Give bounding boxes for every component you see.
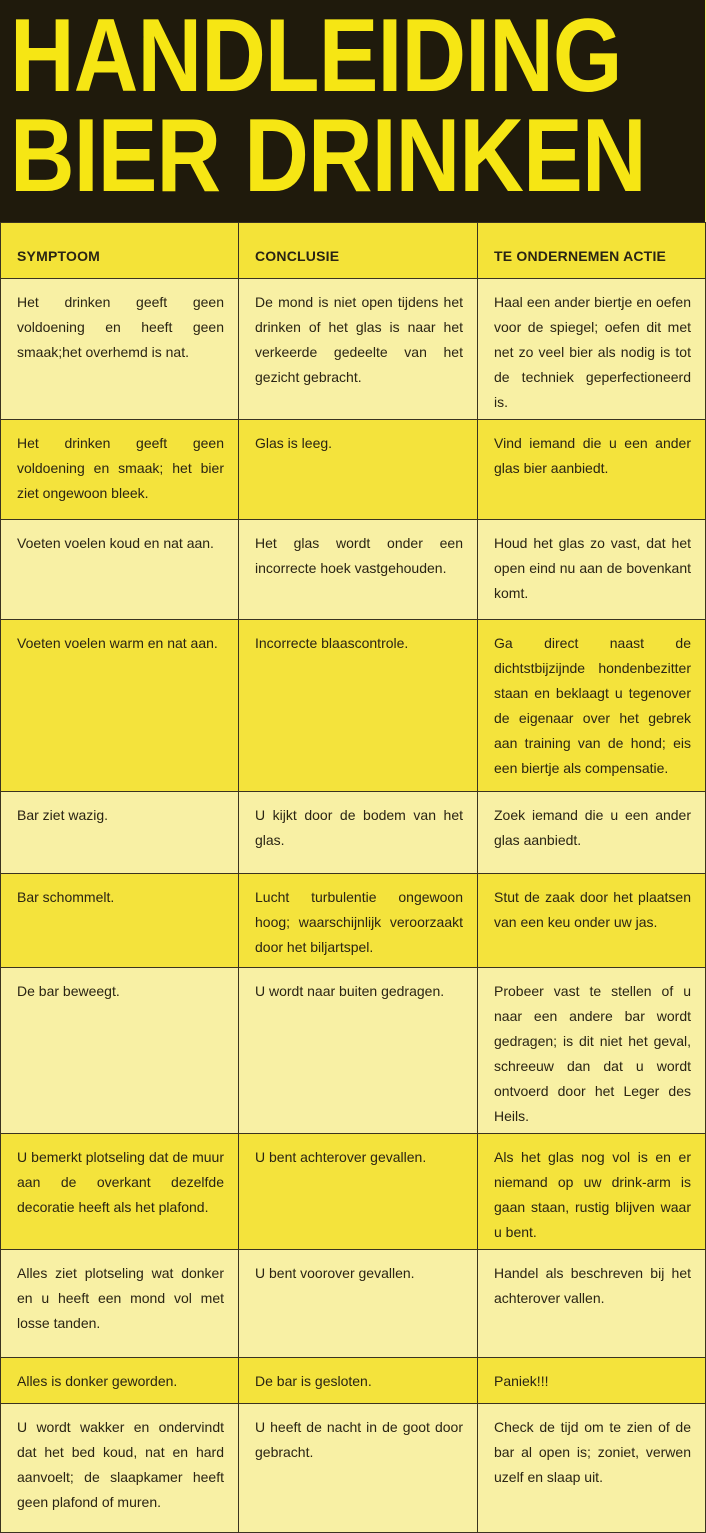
title-line-2: BIER DRINKEN (10, 98, 646, 214)
table-row (1, 874, 706, 968)
symptom-cell: Het drinken geeft geen voldoening en heeft geen smaak;het overhemd is nat. (1, 279, 239, 420)
title-line-1: HANDLEIDING (10, 0, 622, 114)
symptom-cell: Alles is donker geworden. (1, 1358, 239, 1404)
conclusion-cell: U wordt naar buiten gedragen. (239, 968, 478, 1134)
table-row (1, 968, 706, 1134)
conclusion-cell: Glas is leeg. (239, 420, 478, 520)
beer-guide-table (0, 222, 706, 1533)
action-cell: Vind iemand die u een ander glas bier aanbiedt. (478, 420, 706, 520)
action-cell: Stut de zaak door het plaatsen van een keu onder uw jas. (478, 874, 706, 968)
table-row (1, 792, 706, 874)
action-cell: Handel als beschreven bij het achterover vallen. (478, 1250, 706, 1358)
symptom-cell: Bar ziet wazig. (1, 792, 239, 874)
symptom-cell: Alles ziet plotseling wat donker en u heeft een mond vol met losse tanden. (1, 1250, 239, 1358)
conclusion-cell: De bar is gesloten. (239, 1358, 478, 1404)
table-row (1, 1134, 706, 1250)
title-banner (0, 0, 705, 222)
table-row (1, 1358, 706, 1404)
conclusion-cell: U bent voorover gevallen. (239, 1250, 478, 1358)
action-cell: Probeer vast te stellen of u naar een andere bar wordt gedragen; is dit niet het geval, schreeuw dan dat u wordt ontvoerd door het Leger des Heils. (478, 968, 706, 1134)
conclusion-cell: Het glas wordt onder een incorrecte hoek vastgehouden. (239, 520, 478, 620)
table-header-row (1, 223, 706, 279)
header-symptom: SYMPTOOM (1, 223, 239, 279)
conclusion-cell: U heeft de nacht in de goot door gebracht. (239, 1404, 478, 1533)
action-cell: Zoek iemand die u een ander glas aanbiedt. (478, 792, 706, 874)
action-cell: Als het glas nog vol is en er niemand op uw drink-arm is gaan staan, rustig blijven waar u bent. (478, 1134, 706, 1250)
symptom-cell: Voeten voelen koud en nat aan. (1, 520, 239, 620)
action-cell: Haal een ander biertje en oefen voor de spiegel; oefen dit met net zo veel bier als nodig is tot de techniek geperfectioneerd is. (478, 279, 706, 420)
action-cell: Check de tijd om te zien of de bar al open is; zoniet, verwen uzelf en slaap uit. (478, 1404, 706, 1533)
table-row (1, 420, 706, 520)
action-cell: Paniek!!! (478, 1358, 706, 1404)
header-action: TE ONDERNEMEN ACTIE (478, 223, 706, 279)
action-cell: Houd het glas zo vast, dat het open eind nu aan de bovenkant komt. (478, 520, 706, 620)
conclusion-cell: Incorrecte blaascontrole. (239, 620, 478, 792)
table-row (1, 620, 706, 792)
table-row (1, 1250, 706, 1358)
symptom-cell: Voeten voelen warm en nat aan. (1, 620, 239, 792)
symptom-cell: De bar beweegt. (1, 968, 239, 1134)
symptom-cell: U bemerkt plotseling dat de muur aan de overkant dezelfde decoratie heeft als het plafond. (1, 1134, 239, 1250)
header-conclusion: CONCLUSIE (239, 223, 478, 279)
symptom-cell: Bar schommelt. (1, 874, 239, 968)
conclusion-cell: U kijkt door de bodem van het glas. (239, 792, 478, 874)
symptom-cell: Het drinken geeft geen voldoening en smaak; het bier ziet ongewoon bleek. (1, 420, 239, 520)
symptom-cell: U wordt wakker en ondervindt dat het bed koud, nat en hard aanvoelt; de slaapkamer heeft geen plafond of muren. (1, 1404, 239, 1533)
table-row (1, 1404, 706, 1533)
action-cell: Ga direct naast de dichtstbijzijnde hondenbezitter staan en beklaagt u tegenover de eigenaar over het gebrek aan training van de hond; eis een biertje als compensatie. (478, 620, 706, 792)
table-row (1, 279, 706, 420)
conclusion-cell: Lucht turbulentie ongewoon hoog; waarschijnlijk veroorzaakt door het biljartspel. (239, 874, 478, 968)
table-row (1, 520, 706, 620)
conclusion-cell: U bent achterover gevallen. (239, 1134, 478, 1250)
conclusion-cell: De mond is niet open tijdens het drinken of het glas is naar het verkeerde gedeelte van het gezicht gebracht. (239, 279, 478, 420)
